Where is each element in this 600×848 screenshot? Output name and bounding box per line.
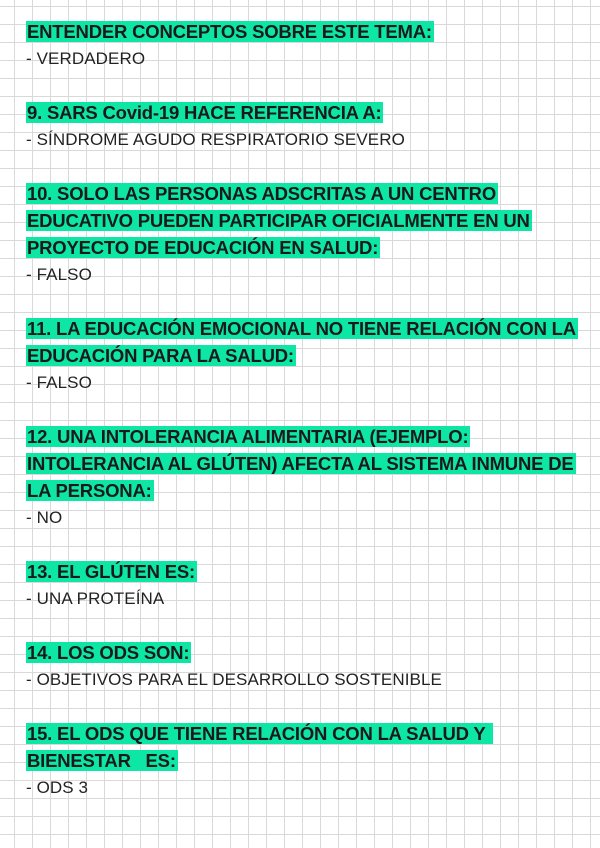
- answer: - OBJETIVOS PARA EL DESARROLLO SOSTENIBLE: [26, 670, 443, 689]
- qa-block: [26, 639, 586, 693]
- notes-page: [26, 18, 586, 801]
- answer: - UNA PROTEÍNA: [26, 589, 165, 608]
- question: [26, 423, 586, 504]
- question: [26, 18, 586, 45]
- question: [26, 639, 586, 666]
- question-highlight: ENTENDER CONCEPTOS SOBRE ESTE TEMA:: [27, 21, 432, 42]
- question: [26, 99, 586, 126]
- spacer: [26, 693, 586, 720]
- qa-block: [26, 423, 586, 531]
- spacer: [26, 288, 586, 315]
- spacer: [26, 531, 586, 558]
- spacer: [26, 72, 586, 99]
- question-highlight: 13. EL GLÚTEN ES:: [27, 561, 195, 582]
- question-highlight: 10. SOLO LAS PERSONAS ADSCRITAS A UN CENTRO EDUCATIVO PUEDEN PARTICIPAR OFICIALMENTE EN UN PROYECTO DE EDUCACIÓN EN SALUD:: [27, 183, 530, 258]
- spacer: [26, 153, 586, 180]
- qa-block: [26, 558, 586, 612]
- qa-block: [26, 99, 586, 153]
- spacer: [26, 396, 586, 423]
- question-highlight: 14. LOS ODS SON:: [27, 642, 190, 663]
- answer: - FALSO: [26, 373, 92, 392]
- question: [26, 720, 586, 774]
- spacer: [26, 612, 586, 639]
- qa-block: [26, 720, 586, 801]
- question: [26, 180, 586, 261]
- question-highlight: 15. EL ODS QUE TIENE RELACIÓN CON LA SALUD Y BIENESTAR ES:: [27, 723, 491, 771]
- question-highlight: 12. UNA INTOLERANCIA ALIMENTARIA (EJEMPLO: INTOLERANCIA AL GLÚTEN) AFECTA AL SISTEMA INMUNE DE LA PERSONA:: [27, 426, 574, 501]
- qa-block: [26, 315, 586, 396]
- answer: - VERDADERO: [26, 49, 146, 68]
- question-highlight: 9. SARS Covid-19 HACE REFERENCIA A:: [27, 102, 382, 123]
- question-highlight: 11. LA EDUCACIÓN EMOCIONAL NO TIENE RELACIÓN CON LA EDUCACIÓN PARA LA SALUD:: [27, 318, 576, 366]
- question: [26, 558, 586, 585]
- answer: - FALSO: [26, 265, 92, 284]
- question: [26, 315, 586, 369]
- answer: - ODS 3: [26, 778, 89, 797]
- answer: - SÍNDROME AGUDO RESPIRATORIO SEVERO: [26, 130, 405, 149]
- answer: - NO: [26, 508, 63, 527]
- qa-block: [26, 18, 586, 72]
- qa-block: [26, 180, 586, 288]
